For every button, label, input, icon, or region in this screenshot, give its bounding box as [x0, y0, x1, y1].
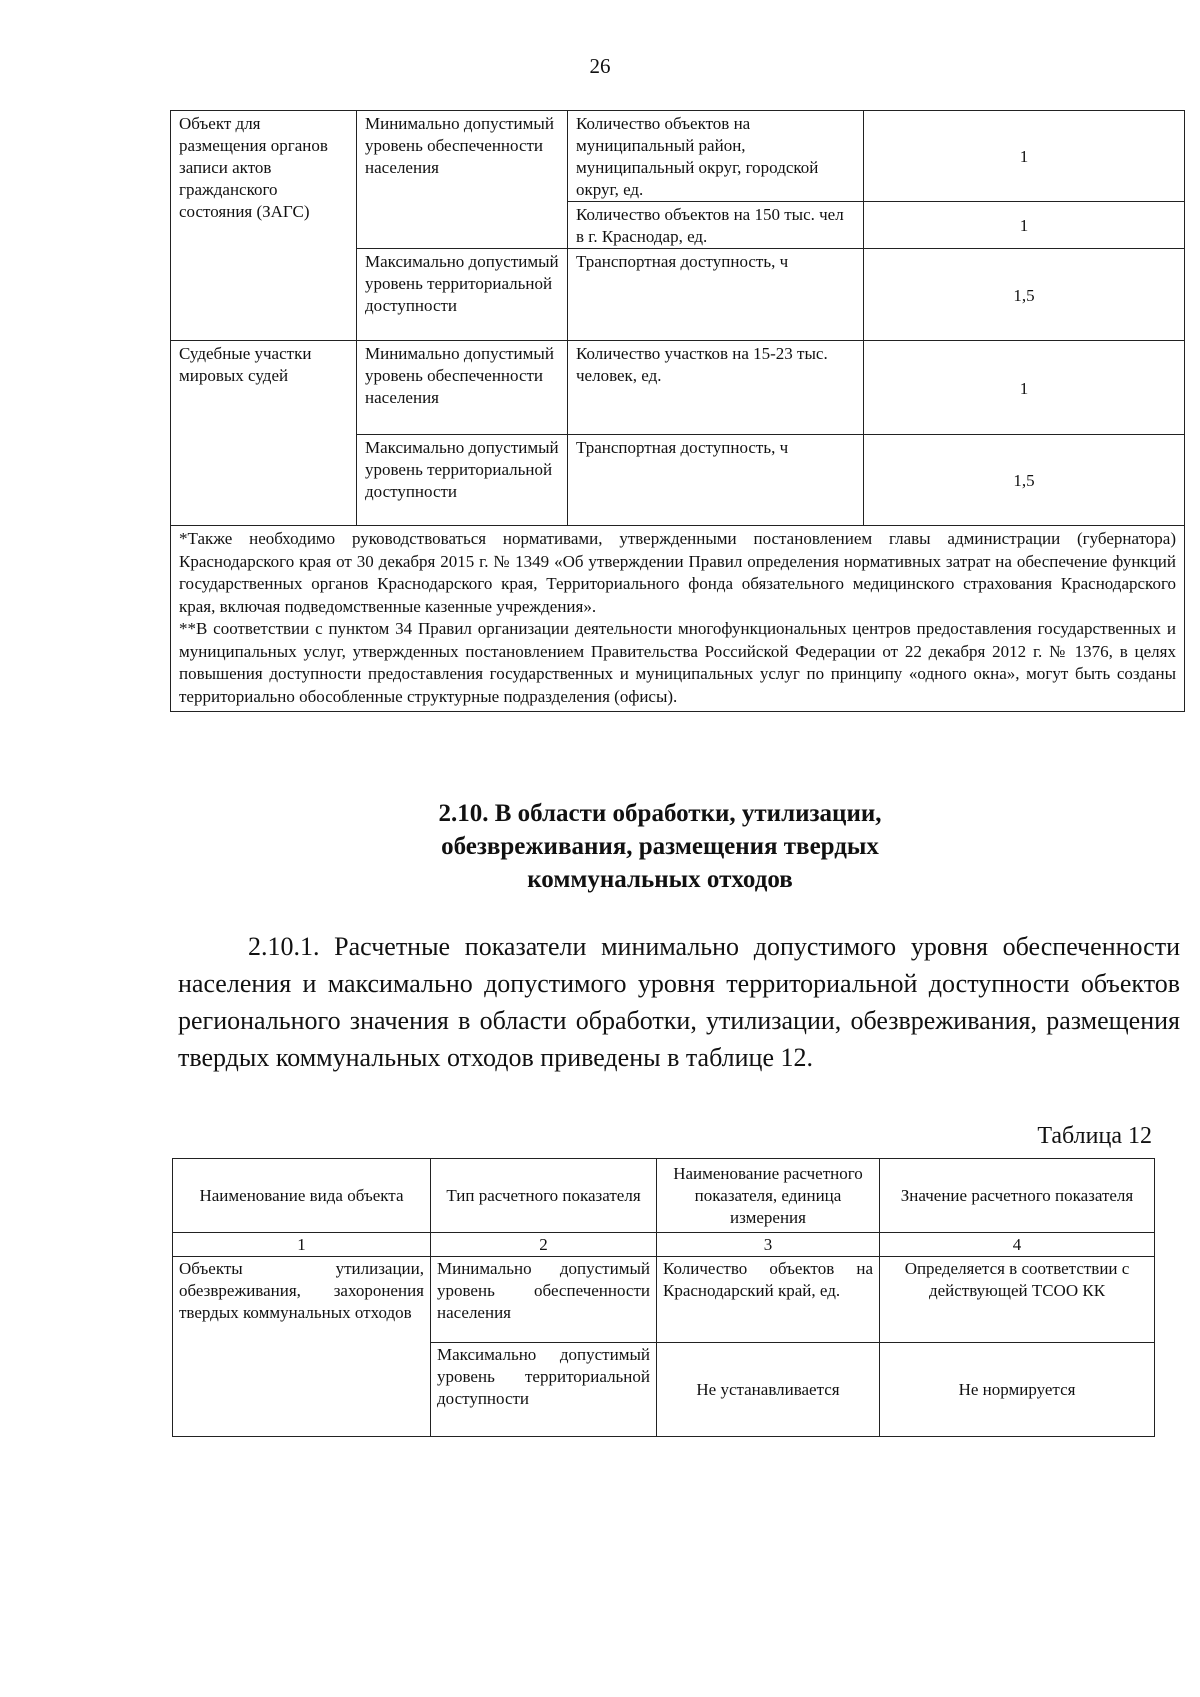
column-number: 3 [657, 1233, 880, 1257]
indicator-value-cell: 1,5 [864, 249, 1185, 341]
table-row [171, 111, 1185, 202]
column-number: 2 [431, 1233, 657, 1257]
indicator-name-cell: Количество участков на 15-23 тыс. человек, ед. [568, 341, 864, 435]
indicator-value-cell: 1 [864, 111, 1185, 202]
indicator-name-cell: Количество объектов на 150 тыс. чел в г. Краснодар, ед. [568, 202, 864, 249]
table-notes [171, 526, 1185, 712]
indicator-type-cell: Минимально допустимый уровень обеспеченности населения [357, 341, 568, 435]
column-header: Значение расчетного показателя [880, 1159, 1155, 1233]
table-12 [172, 1158, 1155, 1437]
table-notes-row [171, 526, 1185, 712]
object-cell: Объект для размещения органов записи актов гражданского состояния (ЗАГС) [171, 111, 357, 341]
indicator-name-cell: Количество объектов на Краснодарский край, ед. [657, 1257, 880, 1343]
table-row [171, 341, 1185, 435]
column-number: 4 [880, 1233, 1155, 1257]
indicator-type-cell: Минимально допустимый уровень обеспеченности населения [357, 111, 568, 249]
table-caption: Таблица 12 [1037, 1123, 1152, 1149]
page-number: 26 [589, 54, 611, 78]
column-header: Наименование вида объекта [173, 1159, 431, 1233]
section-heading-line: коммунальных отходов [527, 866, 793, 893]
footnote-1: *Также необходимо руководствоваться нормативами, утвержденными постановлением главы администрации (губернатора) Краснодарского края от 30 декабря 2015 г. № 1349 «Об утверждении Правил определения нормативных затрат на обеспечение функций государственных органов Краснодарского края, Территориального фонда обязательного медицинского страхования Краснодарского края, включая подведомственные казенные учреждения». [179, 529, 1176, 616]
section-paragraph [178, 928, 1180, 1076]
indicator-name-cell: Количество объектов на муниципальный район, муниципальный округ, городской округ, ед. [568, 111, 864, 202]
indicator-name-cell: Транспортная доступность, ч [568, 249, 864, 341]
indicator-value-cell: Не нормируется [880, 1343, 1155, 1437]
section-paragraph-text: 2.10.1. Расчетные показатели минимально допустимого уровня обеспеченности населения и максимально допустимого уровня территориальной доступности объектов регионального значения в области обработки, утилизации, обезвреживания, размещения твердых коммунальных отходов приведены в таблице 12. [178, 932, 1180, 1072]
indicator-value-cell: 1 [864, 341, 1185, 435]
column-header: Наименование расчетного показателя, единица измерения [657, 1159, 880, 1233]
indicator-name-cell: Не устанавливается [657, 1343, 880, 1437]
object-cell: Объекты утилизации, обезвреживания, захоронения твердых коммунальных отходов [173, 1257, 431, 1437]
section-heading-line: 2.10. В области обработки, утилизации, [438, 800, 882, 827]
footnote-2: **В соответствии с пунктом 34 Правил организации деятельности многофункциональных центров предоставления государственных и муниципальных услуг, утвержденных постановлением Правительства Российской Федерации от 22 декабря 2012 г. № 1376, в целях повышения доступности предоставления государственных и муниципальных услуг по принципу «одного окна», могут быть созданы территориально обособленные структурные подразделения (офисы). [179, 619, 1176, 706]
column-header: Тип расчетного показателя [431, 1159, 657, 1233]
indicator-value-cell: 1 [864, 202, 1185, 249]
table-row [173, 1257, 1155, 1343]
indicator-value-cell: 1,5 [864, 435, 1185, 526]
indicator-type-cell: Максимально допустимый уровень территориальной доступности [431, 1343, 657, 1437]
standards-table-continuation [170, 110, 1185, 712]
column-number-row [173, 1233, 1155, 1257]
indicator-name-cell: Транспортная доступность, ч [568, 435, 864, 526]
object-cell: Судебные участки мировых судей [171, 341, 357, 526]
column-number: 1 [173, 1233, 431, 1257]
indicator-type-cell: Максимально допустимый уровень территориальной доступности [357, 249, 568, 341]
indicator-type-cell: Минимально допустимый уровень обеспеченности населения [431, 1257, 657, 1343]
indicator-type-cell: Максимально допустимый уровень территориальной доступности [357, 435, 568, 526]
section-heading [360, 797, 960, 896]
indicator-value-cell: Определяется в соответствии с действующей ТСОО КК [880, 1257, 1155, 1343]
section-heading-line: обезвреживания, размещения твердых [441, 833, 879, 860]
table-header-row [173, 1159, 1155, 1233]
